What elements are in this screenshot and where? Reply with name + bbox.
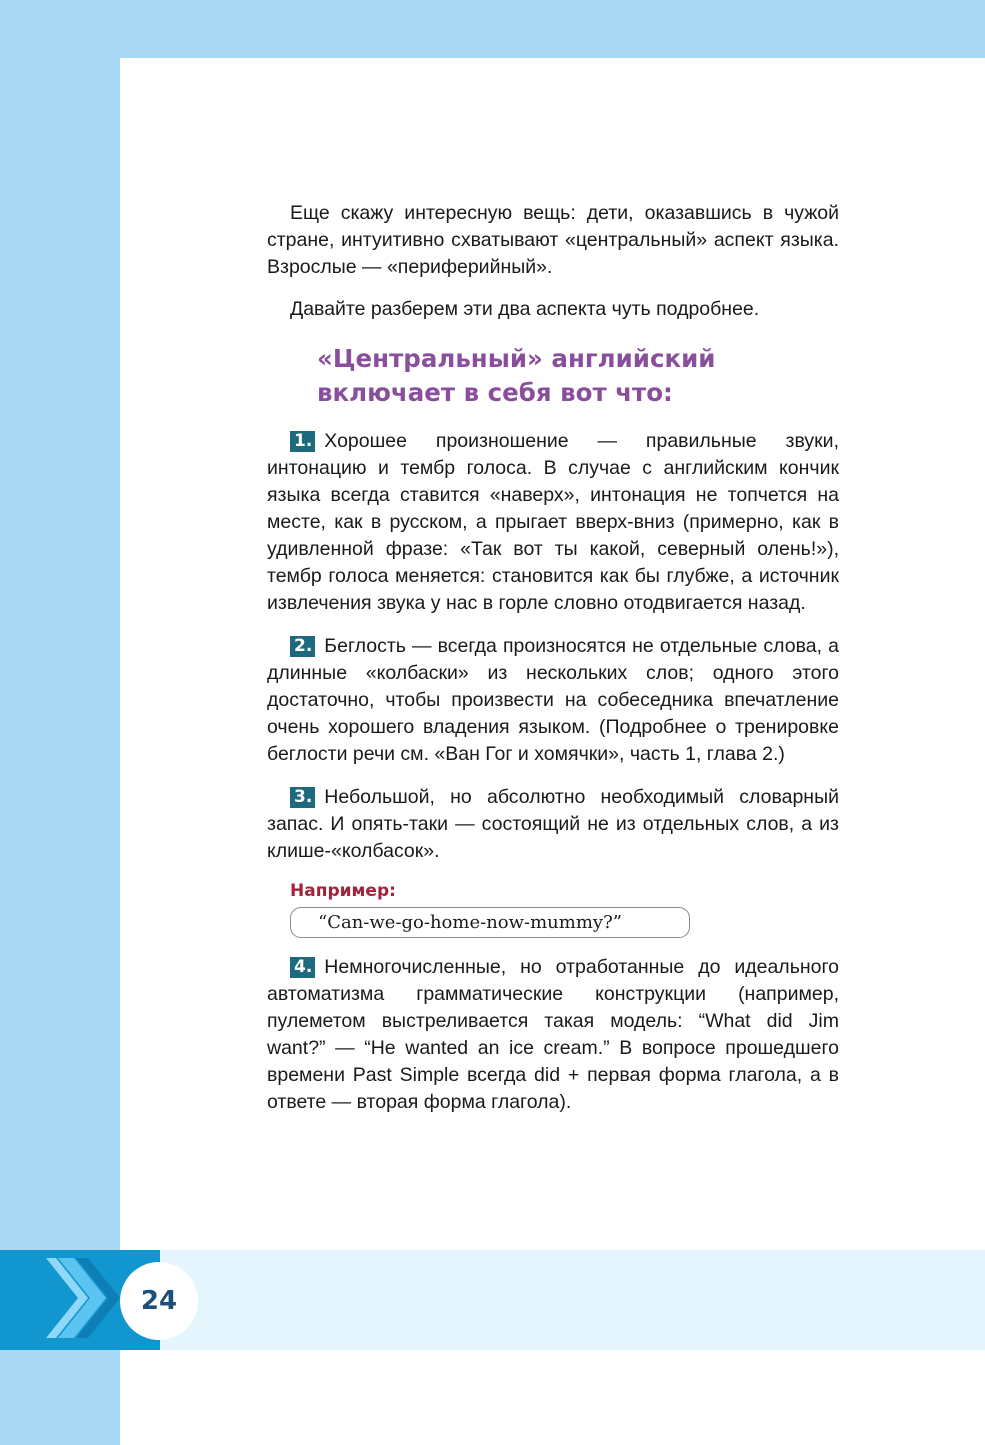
item-number: 2. xyxy=(290,636,315,657)
list-item xyxy=(267,954,839,1116)
footer-band xyxy=(120,1250,985,1350)
list-item xyxy=(267,428,839,617)
page-number: 24 xyxy=(120,1262,198,1340)
item-text: Беглость — всегда произносятся не отдельные слова, а длинные «колбаски» из нескольких слов; одного этого достаточно, чтобы произвести на собеседника впечатление очень хорошего владения языком. (Подробнее о тренировке беглости речи см. «Ван Гог и хомячки», часть 1, глава 2.) xyxy=(267,635,839,765)
paragraph: Давайте разберем эти два аспекта чуть подробнее. xyxy=(290,298,760,320)
paragraph: Еще скажу интересную вещь: дети, оказавшись в чужой стране, интуитивно схватывают «центральный» аспект языка. Взрослые — «периферийный». xyxy=(267,202,839,278)
item-text: Хорошее произношение — правильные звуки, интонацию и тембр голоса. В случае с английским кончик языка всегда ставится «наверх», интонация не топчется на месте, как в русском, а прыгает вверх-вниз (примерно, как в удивленной фразе: «Так вот ты какой, северный олень!»), тембр голоса меняется: становится как бы глубже, а источник извлечения звука у нас в горле словно отодвигается назад. xyxy=(267,430,839,614)
left-border xyxy=(0,0,120,1445)
item-number: 3. xyxy=(290,787,315,808)
section-heading: «Центральный» английский включает в себя вот что: xyxy=(317,344,716,407)
list-item xyxy=(267,633,839,768)
double-chevron-icon xyxy=(44,1250,124,1350)
example-label: Например: xyxy=(290,881,396,901)
item-text: Немногочисленные, но отработанные до идеального автоматизма грамматические конструкции (например, пулеметом выстреливается такая модель: “What did Jim want?” — “He wanted an ice cream.” В вопросе прошедшего времени Past Simple всегда did + первая форма глагола, а в ответе — вторая форма глагола). xyxy=(267,956,839,1113)
item-number: 1. xyxy=(290,431,315,452)
top-border xyxy=(0,0,985,58)
example-box: “Can-we-go-home-now-mummy?” xyxy=(290,907,690,938)
list-item xyxy=(267,784,839,865)
item-text: Небольшой, но абсолютно необходимый словарный запас. И опять-таки — состоящий не из отдельных слов, а из клише-«колбасок». xyxy=(267,786,839,862)
item-number: 4. xyxy=(290,957,315,978)
page-content xyxy=(267,200,839,1132)
